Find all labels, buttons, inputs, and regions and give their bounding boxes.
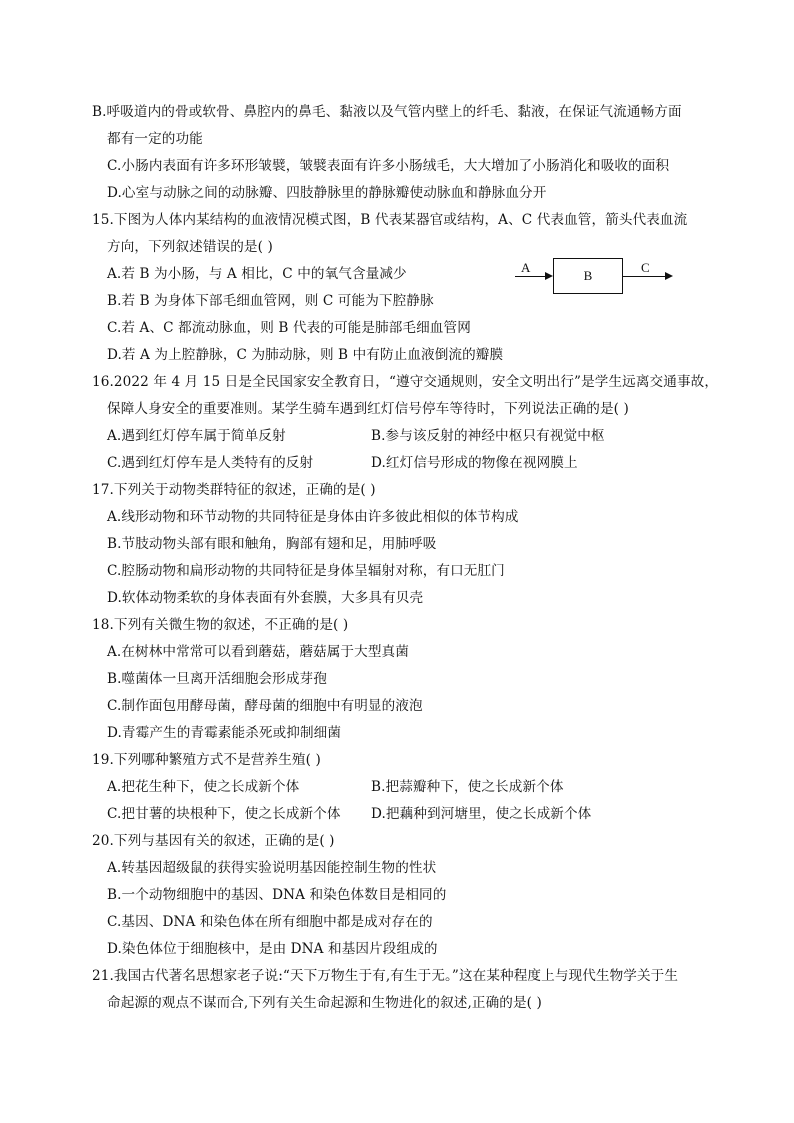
q15-option-a: A.若 B 为小肠，与 A 相比，C 中的氧气含量减少 <box>107 266 407 282</box>
q14-option-b-line2: 都有一定的功能 <box>107 131 203 147</box>
q19-option-d: D.把藕种到河塘里，使之长成新个体 <box>371 806 592 822</box>
arrow-in-head-icon <box>545 272 553 280</box>
diagram-label-b: B <box>583 268 593 283</box>
q19-stem: 19.下列哪种繁殖方式不是营养生殖( ) <box>92 752 321 768</box>
q17-option-a: A.线形动物和环节动物的共同特征是身体由许多彼此相似的体节构成 <box>107 509 519 525</box>
q16-option-c: C.遇到红灯停车是人类特有的反射 <box>107 455 314 471</box>
diagram-box-b <box>553 258 623 294</box>
q18-option-b: B.噬菌体一旦离开活细胞会形成芽孢 <box>107 671 327 687</box>
q15-option-b: B.若 B 为身体下部毛细血管网，则 C 可能为下腔静脉 <box>107 293 434 309</box>
q17-option-b: B.节肢动物头部有眼和触角，胸部有翅和足，用肺呼吸 <box>107 536 437 552</box>
q15-stem-line1: 15.下图为人体内某结构的血液情况模式图，B 代表某器官或结构，A、C 代表血管，箭头代表血流 <box>92 212 688 228</box>
q17-stem: 17.下列关于动物类群特征的叙述，正确的是( ) <box>92 482 376 498</box>
q20-stem: 20.下列与基因有关的叙述，正确的是( ) <box>92 833 335 849</box>
q16-stem-line2: 保障人身安全的重要准则。某学生骑车遇到红灯信号停车等待时，下列说法正确的是( ) <box>107 401 629 417</box>
q18-option-a: A.在树林中常常可以看到蘑菇，蘑菇属于大型真菌 <box>107 644 409 660</box>
q18-option-c: C.制作面包用酵母菌，酵母菌的细胞中有明显的液泡 <box>107 698 423 714</box>
q16-stem-line1: 16.2022 年 4 月 15 日是全民国家安全教育日，“遵守交通规则，安全文明出行”是学生远离交通事故， <box>92 374 719 390</box>
q20-option-c: C.基因、DNA 和染色体在所有细胞中都是成对存在的 <box>107 914 433 930</box>
q19-option-a: A.把花生种下，使之长成新个体 <box>107 779 300 795</box>
q17-option-d: D.软体动物柔软的身体表面有外套膜，大多具有贝壳 <box>107 590 424 606</box>
q16-option-b: B.参与该反射的神经中枢只有视觉中枢 <box>371 428 605 444</box>
diagram-label-a: A <box>521 260 531 275</box>
q14-option-b-line1: B.呼吸道内的骨或软骨、鼻腔内的鼻毛、黏液以及气管内壁上的纤毛、黏液，在保证气流通畅方面 <box>92 104 682 120</box>
q15-option-d: D.若 A 为上腔静脉，C 为肺动脉，则 B 中有防止血液倒流的瓣膜 <box>107 347 504 363</box>
q20-option-a: A.转基因超级鼠的获得实验说明基因能控制生物的性状 <box>107 860 437 876</box>
q20-option-d: D.染色体位于细胞核中，是由 DNA 和基因片段组成的 <box>107 941 438 957</box>
q19-option-c: C.把甘薯的块根种下，使之长成新个体 <box>107 806 341 822</box>
q19-option-b: B.把蒜瓣种下，使之长成新个体 <box>371 779 564 795</box>
q14-option-d: D.心室与动脉之间的动脉瓣、四肢静脉里的静脉瓣使动脉血和静脉血分开 <box>107 185 547 201</box>
q21-stem-line2: 命起源的观点不谋而合,下列有关生命起源和生物进化的叙述,正确的是( ) <box>107 995 542 1011</box>
q15-stem-line2: 方向，下列叙述错误的是( ) <box>107 239 273 255</box>
blood-flow-diagram <box>515 256 675 296</box>
arrow-in-line <box>515 276 545 277</box>
arrow-out-head-icon <box>665 272 673 280</box>
q16-option-a: A.遇到红灯停车属于简单反射 <box>107 428 286 444</box>
q14-option-c: C.小肠内表面有许多环形皱襞，皱襞表面有许多小肠绒毛，大大增加了小肠消化和吸收的面积 <box>107 158 670 174</box>
q15-option-c: C.若 A、C 都流动脉血，则 B 代表的可能是肺部毛细血管网 <box>107 320 471 336</box>
q18-stem: 18.下列有关微生物的叙述，不正确的是( ) <box>92 617 349 633</box>
q18-option-d: D.青霉产生的青霉素能杀死或抑制细菌 <box>107 725 342 741</box>
q20-option-b: B.一个动物细胞中的基因、DNA 和染色体数目是相同的 <box>107 887 447 903</box>
q16-option-d: D.红灯信号形成的物像在视网膜上 <box>371 455 578 471</box>
arrow-out-line <box>623 276 665 277</box>
q17-option-c: C.腔肠动物和扁形动物的共同特征是身体呈辐射对称，有口无肛门 <box>107 563 505 579</box>
diagram-label-c: C <box>641 260 650 275</box>
q21-stem-line1: 21.我国古代著名思想家老子说:“天下万物生于有,有生于无。”这在某种程度上与现代生物学关于生 <box>92 968 679 984</box>
